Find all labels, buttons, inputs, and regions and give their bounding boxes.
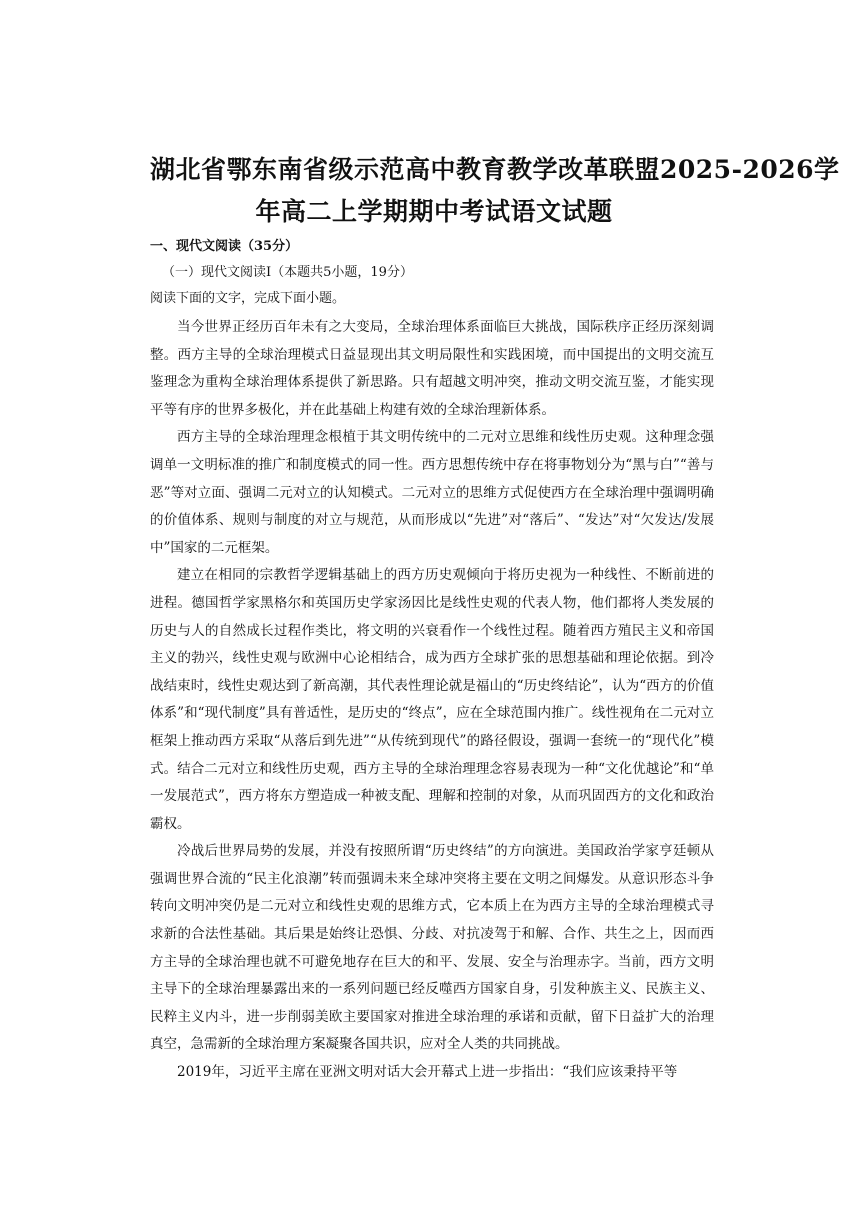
passage-paragraph-3: 建立在相同的宗教哲学逻辑基础上的西方历史观倾向于将历史视为一种线性、不断前进的进程。德国哲学家黑格尔和英国历史学家汤因比是线性史观的代表人物，他们都将人类发展的历史与人的自然成长过程作类比，将文明的兴衰看作一个线性过程。随着西方殖民主义和帝国主义的勃兴，线性史观与欧洲中心论相结合，成为西方全球扩张的思想基础和理论依据。到冷战结束时，线性史观达到了新高潮，其代表性理论就是福山的“历史终结论”，认为“西方的价值体系”和“现代制度”具有普适性，是历史的“终点”，应在全球范围内推广。线性视角在二元对立框架上推动西方采取“从落后到先进”“从传统到现代”的路径假设，强调一套统一的“现代化”模式。结合二元对立和线性历史观，西方主导的全球治理理念容易表现为一种“文化优越论”和“单一发展范式”，西方将东方塑造成一种被支配、理解和控制的对象，从而巩固西方的文化和政治霸权。 — [150, 567, 714, 832]
section-heading: 一、现代文阅读（35分） — [150, 239, 299, 254]
passage-paragraph-1: 当今世界正经历百年未有之大变局，全球治理体系面临巨大挑战，国际秩序正经历深刻调整。西方主导的全球治理模式日益显现出其文明局限性和实践困境，而中国提出的文明交流互鉴理念为重构全球治理体系提供了新思路。只有超越文明冲突，推动文明交流互鉴，才能实现平等有序的世界多极化，并在此基础上构建有效的全球治理新体系。 — [150, 319, 714, 418]
passage-paragraph-5: 2019年，习近平主席在亚洲文明对话大会开幕式上进一步指出：“我们应该秉持平等 — [177, 1064, 678, 1081]
passage-paragraph-2: 西方主导的全球治理理念根植于其文明传统中的二元对立思维和线性历史观。这种理念强调单一文明标准的推广和制度模式的同一性。西方思想传统中存在将事物划分为“黑与白”“善与恶”等对立面、强调二元对立的认知模式。二元对立的思维方式促使西方在全球治理中强调明确的价值体系、规则与制度的对立与规范，从而形成以“先进”对“落后”、“发达”对“欠发达/发展中”国家的二元框架。 — [150, 429, 714, 556]
reading-passage — [150, 314, 714, 1087]
passage-paragraph-4: 冷战后世界局势的发展，并没有按照所谓“历史终结”的方向演进。美国政治学家亨廷顿从强调世界合流的“民主化浪潮”转而强调未来全球冲突将主要在文明之间爆发。从意识形态斗争转向文明冲突仍是二元对立和线性史观的思维方式，它本质上在为西方主导的全球治理模式寻求新的合法性基础。其后果是始终让恐惧、分歧、对抗凌驾于和解、合作、共生之上，因而西方主导的全球治理也就不可避免地存在巨大的和平、发展、安全与治理赤字。当前，西方文明主导下的全球治理暴露出来的一系列问题已经反噬西方国家自身，引发种族主义、民族主义、民粹主义内斗，进一步削弱美欧主要国家对推进全球治理的承诺和贡献，留下日益扩大的治理真空，急需新的全球治理方案凝聚各国共识，应对全人类的共同挑战。 — [150, 843, 714, 1053]
document-title-line-2: 年高二上学期期中考试语文试题 — [255, 197, 613, 226]
document-title-line-1: 湖北省鄂东南省级示范高中教育教学改革联盟2025-2026学 — [150, 155, 840, 184]
reading-instruction: 阅读下面的文字，完成下面小题。 — [150, 291, 346, 306]
subsection-heading: （一）现代文阅读Ⅰ（本题共5小题，19分） — [162, 265, 413, 280]
